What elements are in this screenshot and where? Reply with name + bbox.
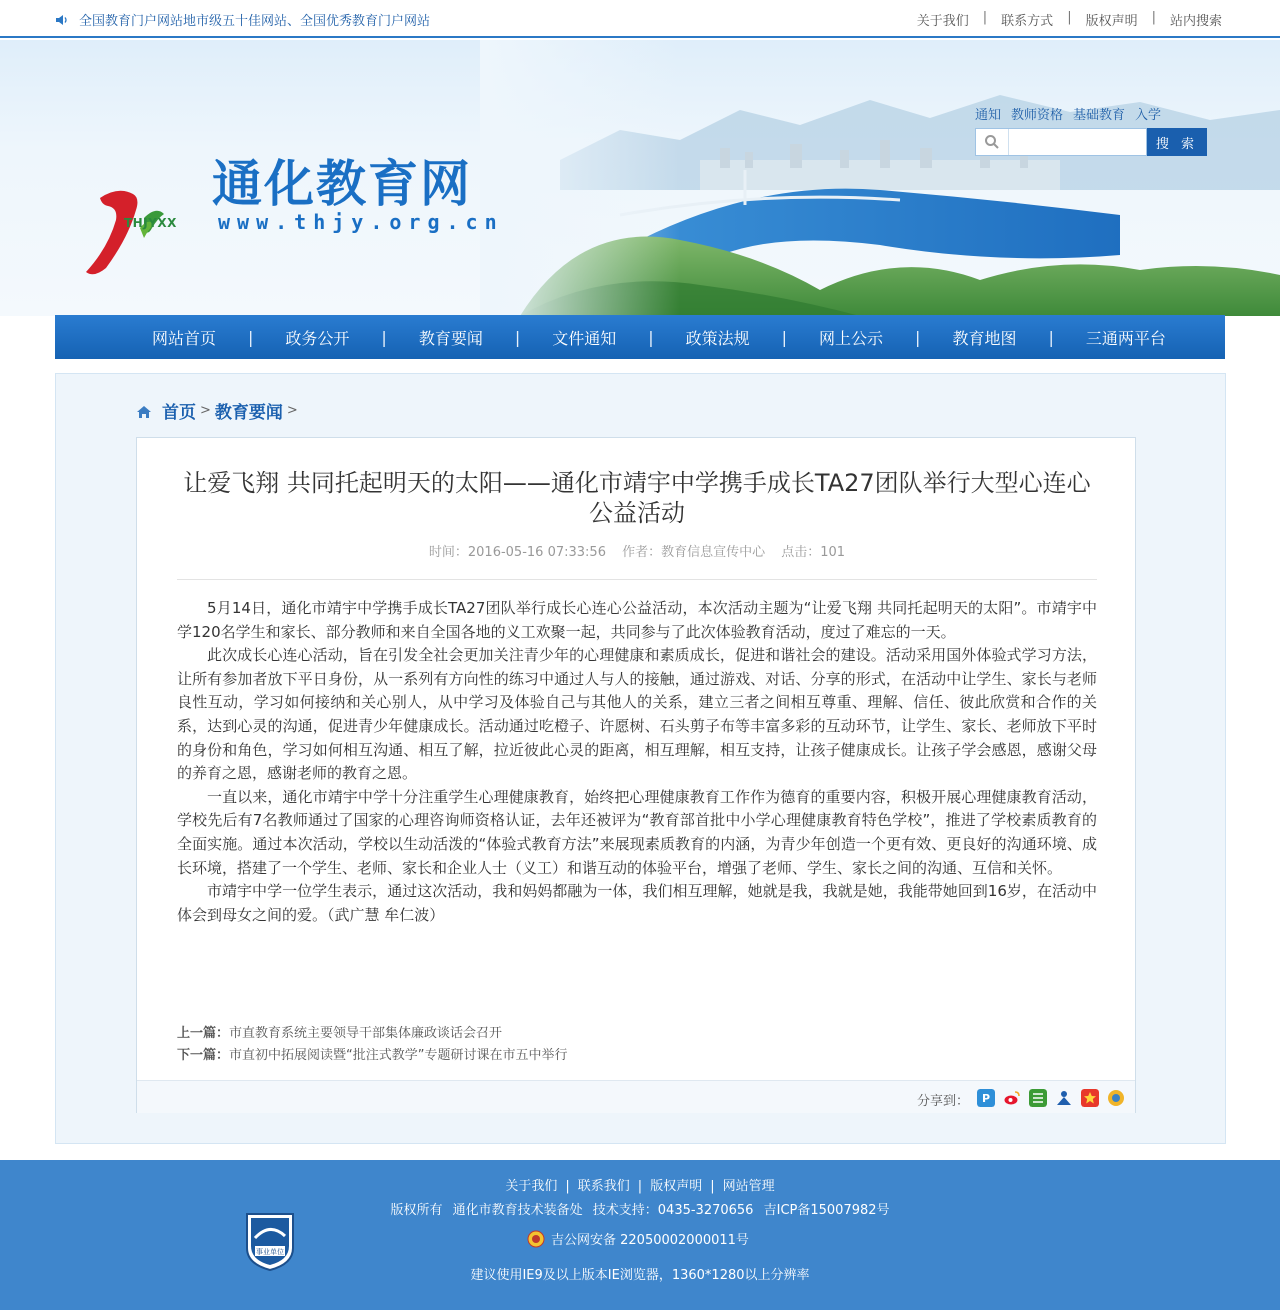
icp-number[interactable]: 吉ICP备15007982号 <box>763 1203 890 1218</box>
article-title: 让爱飞翔 共同托起明天的太阳——通化市靖宇中学携手成长TA27团队举行大型心连心公益活动 <box>183 469 1091 527</box>
institution-emblem[interactable] <box>243 1208 297 1272</box>
nav-divider: | <box>781 327 788 347</box>
nav-item-policy[interactable]: 政策法规 <box>685 328 750 348</box>
breadcrumb <box>136 398 302 423</box>
qq-zone-icon[interactable] <box>977 1089 995 1107</box>
breadcrumb-separator: > <box>200 403 211 418</box>
hot-keywords <box>975 104 1161 123</box>
site-title[interactable]: 通化教育网 <box>212 155 472 213</box>
police-record-number[interactable]: 吉公网安备 22050002000011号 <box>551 1233 749 1248</box>
share-icons <box>977 1089 1125 1107</box>
share-label: 分享到： <box>917 1094 970 1109</box>
emblem-label: 事业单位 <box>256 1248 284 1256</box>
browser-tip: 建议使用IE9及以上版本IE浏览器，1360*1280以上分辨率 <box>470 1268 810 1283</box>
logo-abbreviation: THJYXX <box>124 216 177 230</box>
search-button[interactable]: 搜 索 <box>1147 128 1207 156</box>
nav-divider: | <box>915 327 921 347</box>
police-record <box>527 1229 749 1248</box>
divider: | <box>637 1179 643 1194</box>
nav-divider: | <box>381 327 387 347</box>
weibo-icon[interactable] <box>1003 1089 1021 1107</box>
nav-divider: | <box>514 327 521 347</box>
divider: | <box>565 1179 570 1194</box>
banner <box>0 40 1280 316</box>
renren-icon[interactable] <box>1029 1089 1047 1107</box>
hotword-link[interactable]: 基础教育 <box>1073 108 1126 123</box>
next-label: 下一篇： <box>177 1048 230 1063</box>
nav-divider: | <box>648 327 654 347</box>
more-share-icon[interactable] <box>1107 1089 1125 1107</box>
banner-scenery <box>0 40 1280 316</box>
nav-item-news[interactable]: 教育要闻 <box>418 328 483 348</box>
top-bar <box>0 0 1280 38</box>
prev-article <box>177 1023 568 1045</box>
article-panel <box>136 437 1136 1113</box>
nav-item-map[interactable]: 教育地图 <box>952 328 1017 348</box>
kaixin-icon[interactable] <box>1055 1089 1073 1107</box>
search-bar <box>975 128 1207 156</box>
hotword-link[interactable]: 通知 <box>975 108 1002 123</box>
article-author: 作者：教育信息宣传中心 <box>622 545 766 560</box>
footer-copyright-link[interactable]: 版权声明 <box>650 1179 703 1194</box>
article-paragraph: 5月14日，通化市靖宇中学携手成长TA27团队举行成长心连心公益活动，本次活动主题为“让爱飞翔 共同托起明天的太阳”。市靖宇中学120名学生和家长、部分教师和来自全国各地的义工欢聚一起，共同参与了此次体验教育活动，度过了难忘的一天。 <box>177 599 1097 641</box>
prev-next-nav <box>177 1023 568 1067</box>
prev-label: 上一篇： <box>177 1026 230 1041</box>
divider: | <box>1151 10 1156 25</box>
divider: | <box>710 1179 715 1194</box>
next-article <box>177 1045 568 1067</box>
nav-item-public[interactable]: 网上公示 <box>819 328 884 348</box>
site-search-link[interactable]: 站内搜索 <box>1169 14 1222 29</box>
prev-article-link[interactable]: 市直教育系统主要领导干部集体廉政谈话会召开 <box>229 1026 503 1041</box>
title-divider <box>177 579 1097 580</box>
article-paragraph: 市靖宇中学一位学生表示，通过这次活动，我和妈妈都融为一体，我们相互理解，她就是我，我就是她，我能带她回到16岁，在活动中体会到母女之间的爱。（武广慧 牟仁波） <box>177 882 1097 924</box>
breadcrumb-home[interactable]: 首页 <box>162 403 196 423</box>
copyright-text: 版权所有 <box>390 1203 443 1218</box>
breadcrumb-separator: > <box>286 403 298 418</box>
home-icon <box>136 404 152 420</box>
article-time: 时间：2016-05-16 07:33:56 <box>428 545 606 560</box>
copyright-link[interactable]: 版权声明 <box>1085 14 1138 29</box>
footer <box>0 1160 1280 1310</box>
contact-link[interactable]: 联系方式 <box>1001 14 1054 29</box>
article-paragraph: 此次成长心连心活动，旨在引发全社会更加关注青少年的心理健康和素质成长，促进和谐社会的建设。活动采用国外体验式学习方法，让所有参加者放下平日身份，从一系列有方向性的练习中通过人与人的接触，通过游戏、对话、分享的形式，在活动中让学生、家长与老师良性互动，学习如何接纳和关心别人，从中学习及体验自己与其他人的关系，建立三者之间相互尊重、理解、信任、彼此欣赏和合作的关系，达到心灵的沟通，促进青少年健康成长。活动通过吃橙子、许愿树、石头剪子布等丰富多彩的互动环节，让学生、家长、老师放下平时的身份和角色，学习如何相互沟通、相互了解，拉近彼此心灵的距离，相互理解，相互支持，让孩子健康成长。让孩子学会感恩，感谢父母的养育之恩，感谢老师的教育之恩。 <box>177 646 1097 783</box>
article-body <box>177 597 1097 927</box>
hotword-link[interactable]: 入学 <box>1135 108 1162 123</box>
nav-item-home[interactable]: 网站首页 <box>152 328 217 348</box>
nav-divider: | <box>248 327 254 347</box>
footer-about-link[interactable]: 关于我们 <box>505 1179 558 1194</box>
police-badge-icon <box>527 1230 545 1248</box>
divider: | <box>982 10 988 25</box>
organization-name: 通化市教育技术装备处 <box>452 1203 583 1218</box>
svg-text:P: P <box>981 1092 991 1105</box>
article-clicks: 点击：101 <box>781 545 846 560</box>
divider: | <box>1067 10 1072 25</box>
nav-item-notices[interactable]: 文件通知 <box>552 328 617 348</box>
footer-admin-link[interactable]: 网站管理 <box>722 1179 775 1194</box>
top-notice <box>55 10 430 29</box>
main-nav <box>55 315 1225 359</box>
about-us-link[interactable]: 关于我们 <box>916 14 969 29</box>
site-url: www.thjy.org.cn <box>218 210 504 234</box>
share-bar <box>137 1080 1135 1113</box>
content-area <box>55 373 1226 1144</box>
search-box <box>975 128 1147 156</box>
breadcrumb-section[interactable]: 教育要闻 <box>214 403 283 423</box>
search-input[interactable] <box>1008 129 1146 155</box>
top-links <box>917 10 1222 29</box>
tech-support: 技术支持：0435-3270656 <box>592 1203 754 1218</box>
next-article-link[interactable]: 市直初中拓展阅读暨“批注式教学”专题研讨课在市五中举行 <box>229 1048 568 1063</box>
search-icon <box>984 134 1000 150</box>
top-notice-text[interactable]: 全国教育门户网站地市级五十佳网站、全国优秀教育门户网站 <box>79 14 431 29</box>
speaker-icon <box>55 13 69 27</box>
footer-contact-link[interactable]: 联系我们 <box>577 1179 630 1194</box>
footer-copyright <box>0 1199 1280 1218</box>
nav-divider: | <box>1048 327 1054 347</box>
article-meta <box>137 541 1137 560</box>
nav-item-platform[interactable]: 三通两平台 <box>1085 328 1166 348</box>
footer-links <box>0 1175 1280 1194</box>
article-paragraph: 一直以来，通化市靖宇中学十分注重学生心理健康教育，始终把心理健康教育工作作为德育的重要内容，积极开展心理健康教育活动，学校先后有7名教师通过了国家的心理咨询师资格认证，去年还被评为“教育部首批中小学心理健康教育特色学校”，推进了学校素质教育的全面实施。通过本次活动，学校以生动活泼的“体验式教育方法”来展现素质教育的内涵，为青少年创造一个更有效、更良好的沟通环境、成长环境，搭建了一个学生、老师、家长和企业人士（义工）和谐互动的体验平台，增强了老师、学生、家长之间的沟通、互信和关怀。 <box>177 787 1097 877</box>
qq-weibo-icon[interactable] <box>1081 1089 1099 1107</box>
hotword-link[interactable]: 教师资格 <box>1011 108 1064 123</box>
nav-item-government[interactable]: 政务公开 <box>285 328 350 348</box>
